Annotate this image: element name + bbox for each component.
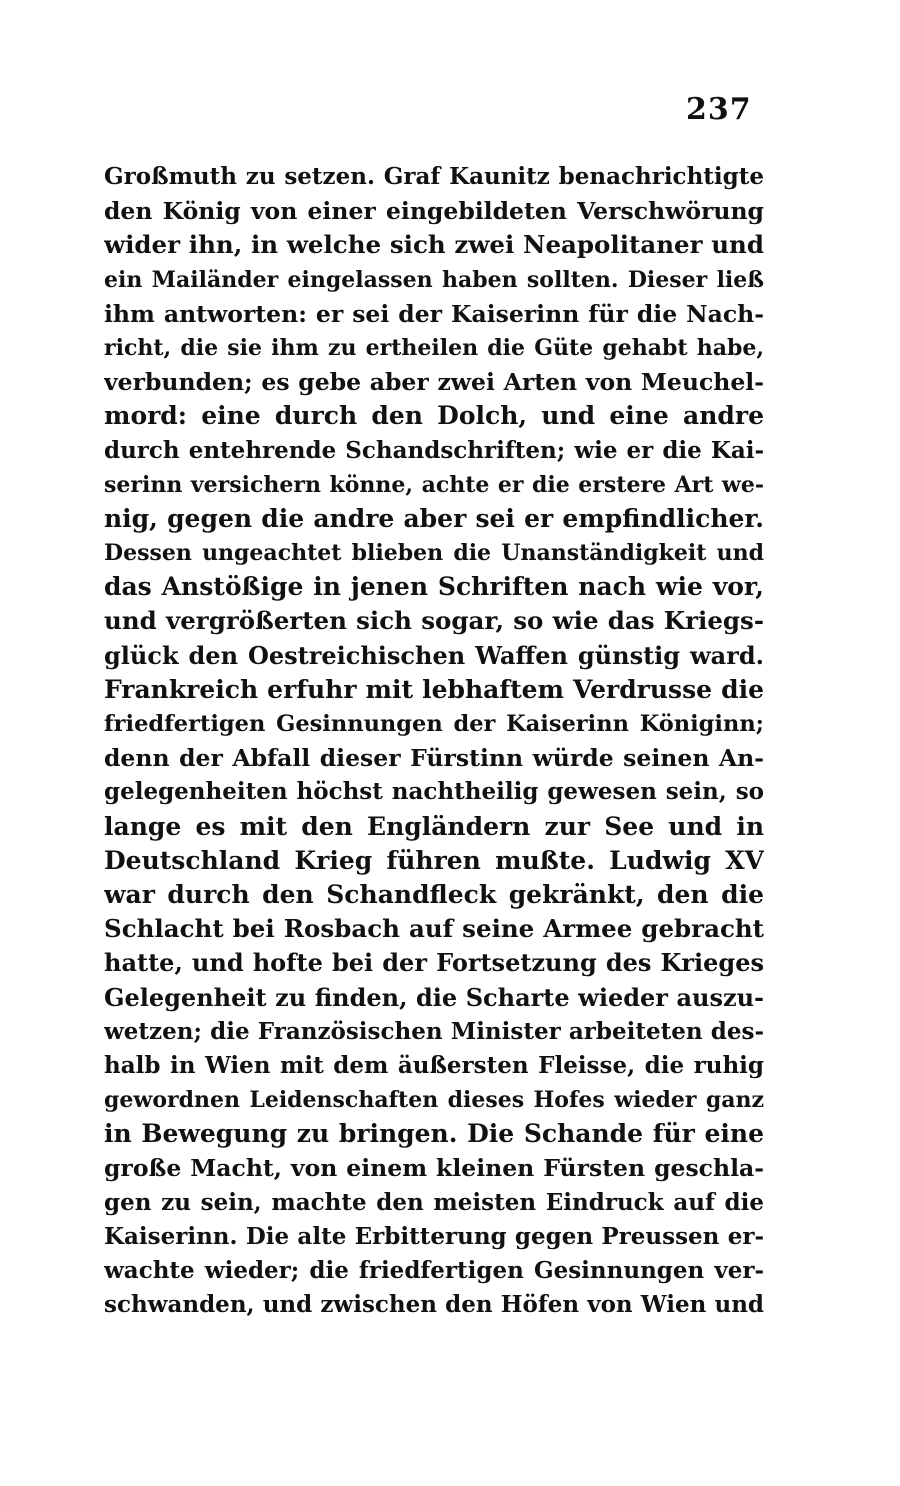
text-line: nig, gegen die andre aber sei er empfindlicher. bbox=[104, 503, 764, 533]
text-line: hatte, und hofte bei der Fortsetzung des Krieges bbox=[104, 948, 764, 978]
text-line: den König von einer eingebildeten Verschwörung bbox=[104, 197, 764, 226]
text-line: große Macht, von einem kleinen Fürsten geschla- bbox=[104, 1154, 764, 1183]
text-line: glück den Oestreichischen Waffen günstig ward. bbox=[104, 640, 764, 670]
text-line: Dessen ungeachtet blieben die Unanständigkeit und bbox=[104, 540, 764, 567]
page-number: 237 bbox=[686, 92, 752, 127]
text-line: gewordnen Leidenschaften dieses Hofes wieder ganz bbox=[104, 1087, 764, 1114]
text-line: durch entehrende Schandschriften; wie er die Kai- bbox=[104, 436, 764, 464]
text-line: schwanden, und zwischen den Höfen von Wien und bbox=[104, 1291, 764, 1319]
text-line: Kaiserinn. Die alte Erbitterung gegen Preussen er- bbox=[104, 1222, 764, 1250]
body-text bbox=[104, 160, 764, 1322]
text-line: war durch den Schandfleck gekränkt, den die bbox=[104, 879, 764, 909]
text-line: Frankreich erfuhr mit lebhaftem Verdrusse die bbox=[104, 674, 764, 704]
text-line: ihm antworten: er sei der Kaiserinn für die Nach- bbox=[104, 299, 764, 328]
text-line: denn der Abfall dieser Fürstinn würde seinen An- bbox=[104, 744, 764, 773]
text-line: gelegenheiten höchst nachtheilig gewesen sein, so bbox=[104, 778, 764, 806]
text-line: friedfertigen Gesinnungen der Kaiserinn Königinn; bbox=[104, 711, 764, 737]
text-line: verbunden; es gebe aber zwei Arten von Meuchel- bbox=[104, 368, 764, 397]
text-line: wider ihn, in welche sich zwei Neapolitaner und bbox=[104, 230, 764, 260]
text-line: gen zu sein, machte den meisten Eindruck auf die bbox=[104, 1188, 764, 1216]
text-line: Schlacht bei Rosbach auf seine Armee gebracht bbox=[104, 914, 764, 944]
text-line: Deutschland Krieg führen mußte. Ludwig XV bbox=[104, 845, 764, 875]
text-line: wachte wieder; die friedfertigen Gesinnungen ver- bbox=[104, 1257, 764, 1284]
text-line: Gelegenheit zu finden, die Scharte wieder auszu- bbox=[104, 982, 764, 1012]
text-line: in Bewegung zu bringen. Die Schande für eine bbox=[104, 1119, 764, 1149]
text-line: und vergrößerten sich sogar, so wie das Kriegs- bbox=[104, 606, 764, 636]
text-line: serinn versichern könne, achte er die erstere Art we- bbox=[104, 471, 764, 498]
text-line: mord: eine durch den Dolch, und eine andre bbox=[104, 401, 764, 431]
text-line: halb in Wien mit dem äußersten Fleisse, die ruhig bbox=[104, 1051, 764, 1079]
text-line: ein Mailänder eingelassen haben sollten. Dieser ließ bbox=[104, 266, 764, 293]
text-line: das Anstößige in jenen Schriften nach wie vor, bbox=[104, 572, 764, 602]
text-line: richt, die sie ihm zu ertheilen die Güte gehabt habe, bbox=[104, 334, 764, 361]
text-line: lange es mit den Engländern zur See und in bbox=[104, 811, 764, 841]
text-line: wetzen; die Französischen Minister arbeiteten des- bbox=[104, 1017, 764, 1045]
text-line: Großmuth zu setzen. Graf Kaunitz benachrichtigte bbox=[104, 163, 764, 190]
